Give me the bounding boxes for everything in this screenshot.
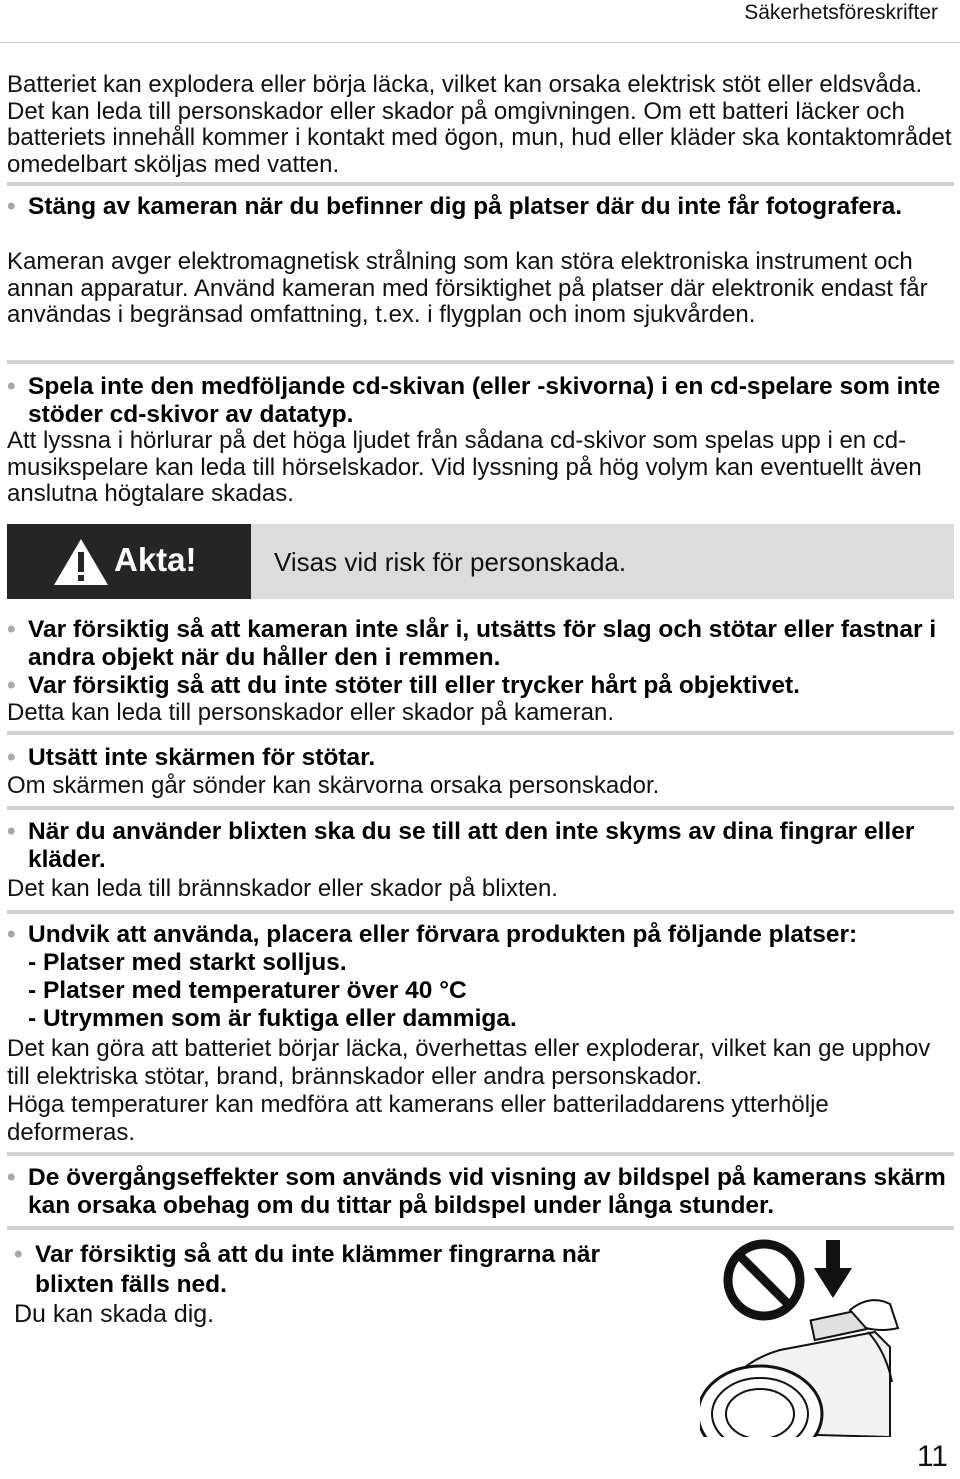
page-number: 11 — [916, 1440, 948, 1473]
section-heading — [7, 744, 954, 772]
caution-label: Akta! — [114, 541, 197, 578]
section-divider — [7, 910, 954, 914]
bullet-icon: • — [7, 193, 16, 220]
warning-triangle-icon — [52, 537, 110, 587]
section-divider — [7, 1226, 954, 1230]
section6-heading: Undvik att använda, placera eller förvara produkten på följande platser: — [28, 921, 858, 948]
section-heading — [14, 1240, 675, 1300]
caution-label-block — [7, 524, 251, 599]
bullet-icon: • — [7, 672, 16, 699]
section-divider — [7, 360, 954, 364]
section3-body: Detta kan leda till personskador eller skador på kameran. — [7, 699, 614, 726]
section-divider — [7, 731, 954, 735]
intro-paragraph: Batteriet kan explodera eller börja läcka, vilket kan orsaka elektrisk stöt eller eldsvåda. Det kan leda till personskador eller skador på omgivningen. Om ett batteri läcker och batteriets innehåll kommer i kontakt med ögon, mun, hud eller kläder ska kontaktområdet omedelbart sköljas med vatten. — [7, 71, 952, 178]
section2-heading: Spela inte den medföljande cd-skivan (eller -skivorna) i en cd-spelare som inte stöder cd-skivor av datatyp. — [28, 373, 941, 428]
section4-heading: Utsätt inte skärmen för stötar. — [28, 744, 376, 771]
section-heading — [7, 672, 954, 700]
section-heading — [7, 818, 954, 874]
condition-item: - Platser med starkt solljus. — [28, 949, 347, 976]
section8-body: Du kan skada dig. — [14, 1300, 215, 1328]
bullet-icon: • — [7, 1164, 16, 1191]
section-heading — [7, 921, 954, 1033]
bullet-icon: • — [7, 818, 16, 845]
section-divider — [7, 182, 954, 186]
section5-heading: När du använder blixten ska du se till att den inte skyms av dina fingrar eller kläder. — [28, 818, 915, 873]
section-divider — [7, 1152, 954, 1156]
section4-body: Om skärmen går sönder kan skärvorna orsaka personskador. — [7, 772, 660, 799]
section-heading — [7, 616, 954, 672]
caution-banner — [7, 524, 954, 599]
section2-body: Att lyssna i hörlurar på det höga ljudet från sådana cd-skivor som spelas upp i en cd-musikspelare kan leda till hörselskador. Vid lyssning på hög volym kan eventuellt även anslutna högtalare skadas. — [7, 427, 922, 507]
running-header: Säkerhetsföreskrifter — [744, 1, 938, 24]
section-heading — [7, 1164, 954, 1220]
bullet-icon: • — [7, 373, 16, 400]
bullet-icon: • — [14, 1241, 23, 1268]
section7-heading: De övergångseffekter som används vid visning av bildspel på kamerans skärm kan orsaka obehag om du tittar på bildspel under långa stunder. — [28, 1164, 946, 1219]
section-heading — [7, 193, 954, 221]
section1-heading: Stäng av kameran när du befinner dig på platser där du inte får fotografera. — [28, 193, 903, 220]
bullet-icon: • — [7, 744, 16, 771]
section-divider — [7, 806, 954, 810]
section8-heading: Var försiktig så att du inte klämmer fingrarna när blixten fälls ned. — [35, 1241, 601, 1298]
section1-body: Kameran avger elektromagnetisk strålning som kan störa elektroniska instrument och annan apparatur. Använd kameran med försiktighet på platser där elektronik endast får användas i begränsad omfattning, t.ex. i flygplan och inom sjukvården. — [7, 248, 928, 328]
condition-item: - Platser med temperaturer över 40 °C — [28, 977, 467, 1004]
section3-heading-b: Var försiktig så att du inte stöter till eller trycker hårt på objektivet. — [28, 672, 800, 699]
section6-body-1: Det kan göra att batteriet börjar läcka, överhettas eller exploderar, vilket kan ge upphov till elektriska stötar, brand, brännskador eller andra personskador. — [7, 1035, 931, 1090]
section5-body: Det kan leda till brännskador eller skador på blixten. — [7, 875, 558, 902]
caution-description: Visas vid risk för personskada. — [274, 547, 627, 577]
section3-heading-a: Var försiktig så att kameran inte slår i, utsätts för slag och stötar eller fastnar i andra objekt när du håller den i remmen. — [28, 616, 937, 671]
bullet-icon: • — [7, 921, 16, 948]
condition-item: - Utrymmen som är fuktiga eller dammiga. — [28, 1005, 517, 1032]
section6-body-2: Höga temperaturer kan medföra att kamerans eller batteriladdarens ytterhölje deformeras. — [7, 1091, 829, 1146]
header-divider — [0, 42, 960, 43]
no-pinch-flash-icon — [700, 1232, 900, 1437]
section-heading — [7, 373, 954, 429]
bullet-icon: • — [7, 616, 16, 643]
